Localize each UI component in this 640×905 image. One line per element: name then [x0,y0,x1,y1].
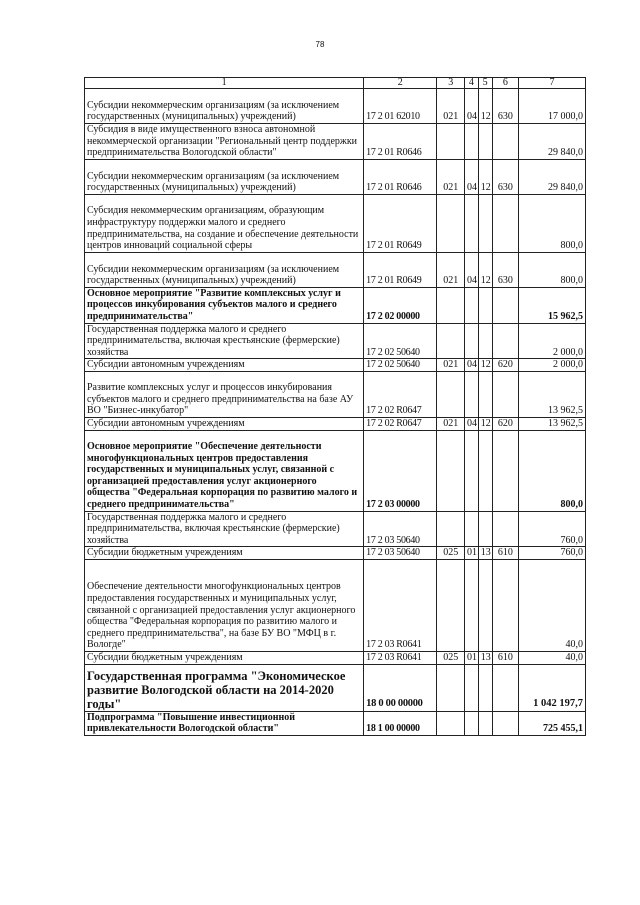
row-subsection [478,430,492,511]
row-subsection [478,371,492,417]
row-section [464,711,478,735]
row-section [464,323,478,359]
page-number: 78 [315,40,325,49]
table-row [85,159,586,194]
row-admin-code [437,511,465,547]
row-expense-type: 610 [492,547,519,560]
row-subsection [478,323,492,359]
row-section: 04 [464,252,478,287]
row-code: 17 2 03 R0641 [364,651,437,664]
row-section: 01 [464,547,478,560]
row-expense-type: 630 [492,252,519,287]
table-row [85,359,586,372]
row-expense-type: 620 [492,359,519,372]
table-header-row [85,78,586,89]
row-admin-code [437,430,465,511]
row-amount: 800,0 [519,194,586,252]
row-subsection: 12 [478,159,492,194]
row-section: 04 [464,359,478,372]
row-section [464,664,478,711]
budget-table [84,77,586,736]
row-admin-code: 021 [437,359,465,372]
table-row [85,651,586,664]
row-code: 17 2 01 62010 [364,89,437,124]
row-admin-code: 021 [437,252,465,287]
row-subsection [478,711,492,735]
row-name: Субсидии автономным учреждениям [85,359,364,372]
row-name: Субсидии бюджетным учреждениям [85,651,364,664]
row-expense-type [492,559,519,651]
row-code: 17 2 01 R0649 [364,252,437,287]
table-row [85,417,586,430]
row-admin-code [437,559,465,651]
row-name: Субсидии бюджетным учреждениям [85,547,364,560]
row-admin-code: 025 [437,547,465,560]
row-name: Субсидии некоммерческим организациям (за исключением государственных (муниципальных) учреждений) [85,159,364,194]
row-section: 01 [464,651,478,664]
row-expense-type: 610 [492,651,519,664]
row-expense-type [492,194,519,252]
row-code: 17 2 02 00000 [364,287,437,323]
row-subsection [478,124,492,160]
row-admin-code [437,287,465,323]
row-expense-type [492,124,519,160]
row-name: Государственная поддержка малого и среднего предпринимательства, включая крестьянские (фермерские) хозяйства [85,323,364,359]
row-code: 17 2 03 50640 [364,547,437,560]
row-amount: 725 455,1 [519,711,586,735]
row-subsection: 12 [478,417,492,430]
table-row [85,547,586,560]
row-expense-type [492,711,519,735]
row-name: Обеспечение деятельности многофункциональных центров предоставления государственных и муниципальных услуг, связанной с организацией предоставления услуг акционерного общества "Федеральная корпорация по развитию малого и среднего предпринимательства", на базе БУ ВО "МФЦ в г. Вологде" [85,559,364,651]
row-expense-type [492,287,519,323]
row-code: 17 2 03 50640 [364,511,437,547]
row-code: 17 2 03 00000 [364,430,437,511]
row-admin-code: 021 [437,417,465,430]
row-expense-type [492,511,519,547]
row-code: 17 2 01 R0649 [364,194,437,252]
row-amount: 40,0 [519,651,586,664]
row-expense-type [492,664,519,711]
row-subsection: 13 [478,651,492,664]
row-name: Подпрограмма "Повышение инвестиционной привлекательности Вологодской области" [85,711,364,735]
row-name: Субсидии некоммерческим организациям (за исключением государственных (муниципальных) учреждений) [85,252,364,287]
row-subsection [478,559,492,651]
row-section [464,194,478,252]
table-row [85,664,586,711]
row-admin-code: 021 [437,159,465,194]
row-section: 04 [464,159,478,194]
row-admin-code [437,711,465,735]
row-admin-code: 021 [437,89,465,124]
column-header-4: 4 [464,78,478,89]
row-admin-code [437,194,465,252]
row-expense-type: 630 [492,159,519,194]
row-section [464,124,478,160]
row-admin-code: 025 [437,651,465,664]
row-section: 04 [464,417,478,430]
row-section [464,371,478,417]
row-subsection [478,511,492,547]
row-amount: 2 000,0 [519,323,586,359]
row-section [464,287,478,323]
row-subsection: 12 [478,252,492,287]
row-name: Развитие комплексных услуг и процессов инкубирования субъектов малого и среднего предпринимательства на базе АУ ВО "Бизнес-инкубатор" [85,371,364,417]
table-row [85,89,586,124]
row-code: 18 0 00 00000 [364,664,437,711]
row-amount: 800,0 [519,252,586,287]
row-code: 17 2 03 R0641 [364,559,437,651]
row-expense-type [492,323,519,359]
row-amount: 29 840,0 [519,124,586,160]
column-header-5: 5 [478,78,492,89]
row-expense-type: 620 [492,417,519,430]
row-admin-code [437,371,465,417]
row-amount: 760,0 [519,547,586,560]
row-subsection [478,287,492,323]
row-subsection: 12 [478,359,492,372]
row-code: 18 1 00 00000 [364,711,437,735]
row-code: 17 2 02 50640 [364,323,437,359]
row-section [464,511,478,547]
column-header-6: 6 [492,78,519,89]
row-amount: 1 042 197,7 [519,664,586,711]
row-admin-code [437,124,465,160]
row-name: Государственная программа "Экономическое развитие Вологодской области на 2014-2020 годы" [85,664,364,711]
row-amount: 2 000,0 [519,359,586,372]
row-subsection [478,194,492,252]
row-subsection: 13 [478,547,492,560]
row-amount: 13 962,5 [519,417,586,430]
row-amount: 13 962,5 [519,371,586,417]
row-amount: 17 000,0 [519,89,586,124]
row-code: 17 2 02 50640 [364,359,437,372]
table-row [85,559,586,651]
row-name: Субсидии некоммерческим организациям (за исключением государственных (муниципальных) учреждений) [85,89,364,124]
row-expense-type [492,371,519,417]
row-amount: 800,0 [519,430,586,511]
row-name: Основное мероприятие "Обеспечение деятельности многофункциональных центров предоставления государственных и муниципальных услуг, связанной с организацией предоставления услуг акционерного общества "Федеральная корпорация по развитию малого и среднего предпринимательства" [85,430,364,511]
row-section [464,430,478,511]
row-code: 17 2 01 R0646 [364,124,437,160]
row-expense-type [492,430,519,511]
table-row [85,371,586,417]
row-code: 17 2 01 R0646 [364,159,437,194]
row-amount: 760,0 [519,511,586,547]
column-header-3: 3 [437,78,465,89]
row-subsection: 12 [478,89,492,124]
row-amount: 15 962,5 [519,287,586,323]
column-header-1: 1 [85,78,364,89]
table-row [85,124,586,160]
table-row [85,287,586,323]
row-name: Субсидия в виде имущественного взноса автономной некоммерческой организации "Региональный центр поддержки предпринимательства Вологодской области" [85,124,364,160]
row-name: Государственная поддержка малого и среднего предпринимательства, включая крестьянские (фермерские) хозяйства [85,511,364,547]
row-amount: 40,0 [519,559,586,651]
table-row [85,252,586,287]
table-row [85,430,586,511]
row-subsection [478,664,492,711]
row-amount: 29 840,0 [519,159,586,194]
row-code: 17 2 02 R0647 [364,417,437,430]
row-section [464,559,478,651]
row-name: Субсидии автономным учреждениям [85,417,364,430]
row-admin-code [437,323,465,359]
row-expense-type: 630 [492,89,519,124]
table-row [85,511,586,547]
column-header-2: 2 [364,78,437,89]
row-section: 04 [464,89,478,124]
row-name: Субсидия некоммерческим организациям, образующим инфраструктуру поддержки малого и среднего предпринимательства, на создание и обеспечение деятельности центров инноваций социальной сферы [85,194,364,252]
row-name: Основное мероприятие "Развитие комплексных услуг и процессов инкубирования субъектов малого и среднего предпринимательства" [85,287,364,323]
table-row [85,194,586,252]
table-row [85,323,586,359]
column-header-7: 7 [519,78,586,89]
row-code: 17 2 02 R0647 [364,371,437,417]
table-row [85,711,586,735]
row-admin-code [437,664,465,711]
